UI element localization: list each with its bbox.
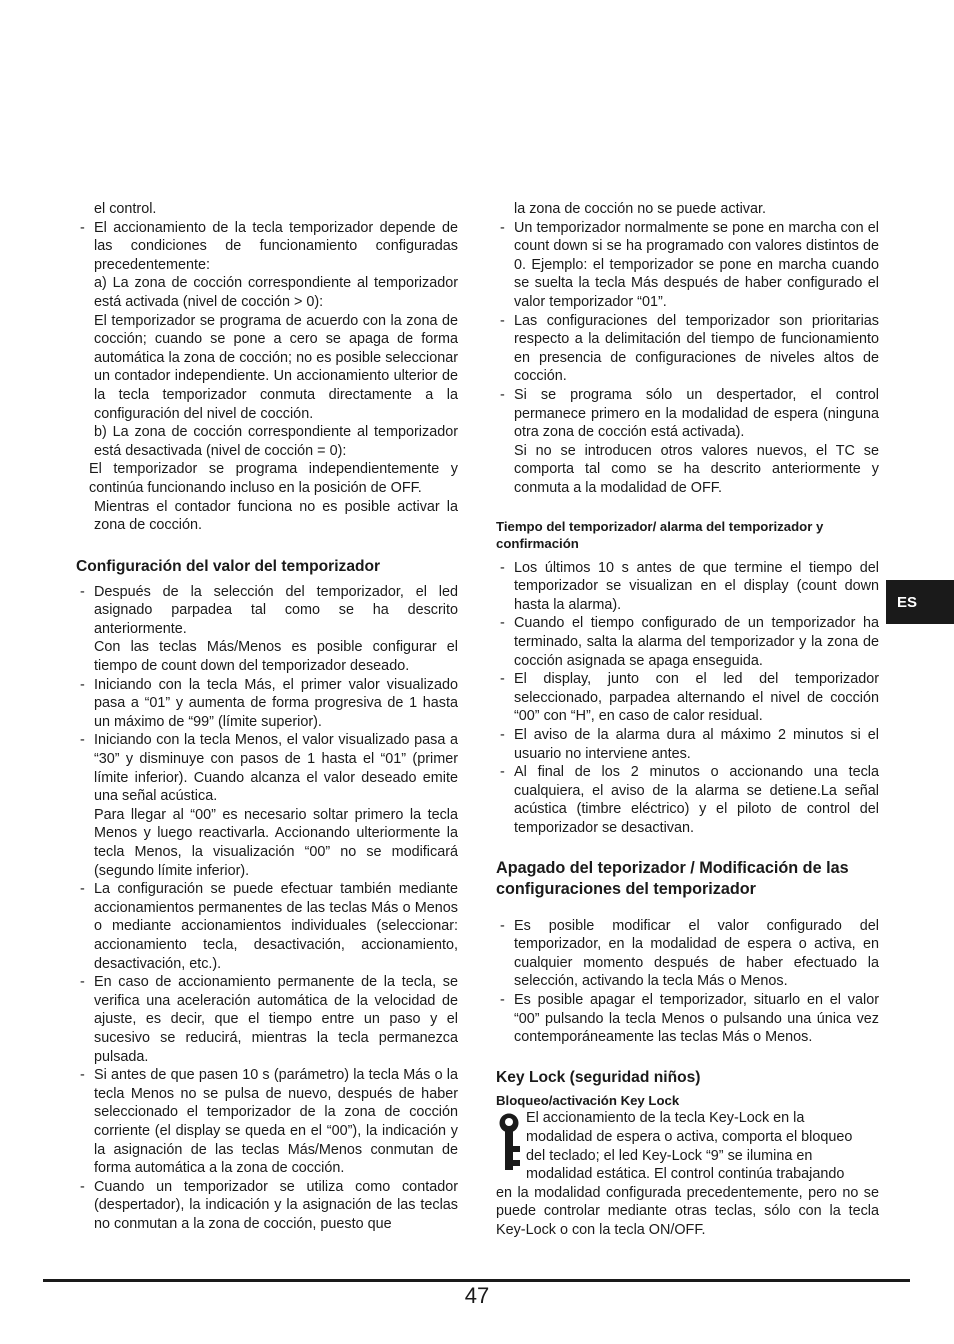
list-item-text: Si no se introducen otros valores nuevos, el TC se comporta tal como se ha descrito anteriormente y conmuta a la modalidad de OFF. bbox=[514, 442, 879, 496]
bullet-dash: - bbox=[500, 219, 505, 236]
list-item-text: Un temporizador normalmente se pone en marcha con el count down si se ha programado con valores distintos de 0. Ejemplo: el temporizador se pone en marcha cuando se suelta la tecla Más después de haber configurado el valor temporizador “01”. bbox=[514, 219, 879, 310]
list-item bbox=[496, 991, 879, 1047]
list-item-text: Iniciando con la tecla Más, el primer valor visualizado pasa a “01” y aumenta de forma progresiva de 1 hasta un máximo de “99” (límite superior). bbox=[94, 676, 458, 730]
bullet-dash: - bbox=[500, 991, 505, 1008]
list-item-text: Cuando el tiempo configurado de un temporizador ha terminado, salta la alarma del temporizador y la zona de cocción asignada se apaga enseguida. bbox=[514, 615, 879, 669]
list-item-text: Al final de los 2 minutos o accionando una tecla cualquiera, el aviso de la alarma se detiene.La señal acústica (timbre eléctrico) y el piloto de control del temporizador se desactivan. bbox=[514, 764, 879, 836]
bullet-dash: - bbox=[80, 219, 85, 236]
list-item bbox=[76, 676, 458, 732]
bullet-dash: - bbox=[500, 312, 505, 329]
list-item-text: Los últimos 10 s antes de que termine el tiempo del temporizador se visualizan en el display (count down hasta la alarma). bbox=[514, 559, 879, 613]
list-item bbox=[76, 731, 458, 880]
list-item-text: Es posible apagar el temporizador, situarlo en el valor “00” pulsando la tecla Menos o pulsando una única vez contemporáneamente las teclas Más o Menos. bbox=[514, 991, 879, 1046]
list-item-text: El display, junto con el led del temporizador seleccionado, parpadea alternando el nivel de cocción “00” con “H”, en caso de calor residual. bbox=[514, 671, 879, 725]
list-item bbox=[496, 386, 879, 498]
left-intro-continuation: el control. bbox=[94, 201, 157, 217]
list-item bbox=[496, 219, 879, 312]
list-item bbox=[496, 614, 879, 670]
page-number: 47 bbox=[464, 1283, 490, 1308]
keylock-line-1: El accionamiento de la tecla Key-Lock en la bbox=[526, 1110, 805, 1127]
list-item-text: Después de la selección del temporizador, el led asignado parpadea tal como se ha descrito anteriormente. bbox=[94, 583, 458, 637]
list-item bbox=[496, 670, 879, 726]
bullet-dash: - bbox=[80, 1178, 85, 1195]
list-item-text: Las configuraciones del temporizador son prioritarias respecto a la delimitación del tiempo de funcionamiento en presencia de configuraciones de niveles altos de cocción. bbox=[514, 312, 879, 385]
right-column bbox=[496, 200, 879, 1240]
list-item bbox=[496, 763, 879, 837]
left-case-block bbox=[76, 274, 458, 534]
key-icon bbox=[496, 1112, 522, 1174]
list-item bbox=[76, 1178, 458, 1234]
bullet-dash: - bbox=[80, 881, 85, 898]
bullet-dash: - bbox=[500, 386, 505, 403]
keylock-line-3: del teclado; el led Key-Lock “9” se ilumina en bbox=[526, 1147, 813, 1164]
heading-alarma: Tiempo del temporizador/ alarma del temporizador y confirmación bbox=[496, 518, 824, 552]
list-item-text: El accionamiento de la tecla temporizador depende de las condiciones de funcionamiento configuradas precedentemente: bbox=[94, 219, 458, 273]
list-item bbox=[496, 312, 879, 386]
bullet-dash: - bbox=[80, 1067, 85, 1084]
list-item bbox=[496, 559, 879, 615]
list-item bbox=[76, 973, 458, 1066]
case-b-text: b) La zona de cocción correspondiente al temporizador está desactivada (nivel de cocción = 0): bbox=[94, 424, 458, 459]
language-tab: ES bbox=[886, 580, 954, 624]
case-b-description: El temporizador se programa independientemente y continúa funcionando incluso en la posición de OFF. bbox=[89, 461, 458, 496]
list-item-text: Cuando un temporizador se utiliza como contador (despertador), la indicación y la asignación de las teclas no conmutan a la zona de cocción, puesto que bbox=[94, 1178, 458, 1232]
heading-apagado: Apagado del teporizador / Modificación de las configuraciones del temporizador bbox=[496, 858, 849, 898]
left-list-1 bbox=[76, 219, 458, 275]
bullet-dash: - bbox=[500, 615, 505, 632]
bullet-dash: - bbox=[80, 583, 85, 600]
alarm-list bbox=[496, 559, 879, 838]
subheading-keylock: Bloqueo/activación Key Lock bbox=[496, 1092, 680, 1108]
keylock-text bbox=[496, 1109, 879, 1239]
list-item bbox=[496, 917, 879, 991]
case-a-text: a) La zona de cocción correspondiente al temporizador está activada (nivel de cocción > 0): bbox=[94, 275, 458, 310]
left-column bbox=[76, 200, 458, 1233]
bullet-dash: - bbox=[500, 764, 505, 781]
list-item-text: Si antes de que pasen 10 s (parámetro) la tecla Más o la tecla Menos no se pulsa de nuevo, después de haber seleccionado el temporizador de la zona de cocción corriente (el display se queda en el “00”), la indicación y la asignación de las teclas Más/Menos conmutan de forma automática a la zona de cocción. bbox=[94, 1067, 458, 1177]
bullet-dash: - bbox=[80, 676, 85, 693]
case-a-description: El temporizador se programa de acuerdo con la zona de cocción; cuando se pone a cero se apaga de forma automática la zona de cocción; no es posible seleccionar un contador independiente. Un accionamiento ulterior de la tecla temporizador conmuta directamente a la configuración del nivel de cocción. bbox=[94, 312, 458, 422]
heading-configuracion: Configuración del valor del temporizador bbox=[76, 557, 381, 575]
bullet-dash: - bbox=[500, 917, 505, 934]
bullet-dash: - bbox=[500, 559, 505, 576]
list-item bbox=[76, 583, 458, 676]
bullet-dash: - bbox=[80, 974, 85, 991]
list-item-text: Con las teclas Más/Menos es posible configurar el tiempo de count down del temporizador deseado. bbox=[94, 639, 458, 675]
keylock-line-4: modalidad estática. El control continúa trabajando bbox=[526, 1166, 845, 1183]
list-item bbox=[76, 219, 458, 275]
list-item-text: Para llegar al “00” es necesario soltar primero la tecla Menos y luego reactivarla. Accionando ulteriormente la tecla Menos, la visualización “00” no se modificará (segundo límite inferior). bbox=[94, 806, 458, 879]
list-item bbox=[76, 1066, 458, 1178]
list-item-text: Es posible modificar el valor configurado del temporizador, en la modalidad de espera o activa, en cualquier momento después de haber efectuado la selección, activando la tecla Más o Menos. bbox=[514, 917, 879, 990]
list-item-text: Iniciando con la tecla Menos, el valor visualizado pasa a “30” y disminuye con pasos de 1 hasta el “01” (primer límite inferior). Cuando alcanza el valor deseado emite una señal acústica. bbox=[94, 732, 458, 805]
keylock-rest: en la modalidad configurada precedentemente, pero no se puede controlar mediante otras teclas, sólo con la tecla Key-Lock o con la tecla ON/OFF. bbox=[496, 1184, 879, 1238]
heading-keylock: Key Lock (seguridad niños) bbox=[496, 1068, 701, 1086]
bullet-dash: - bbox=[80, 732, 85, 749]
keylock-line-2: modalidad de espera o activa, comporta el bloqueo bbox=[526, 1128, 853, 1145]
right-list-1 bbox=[496, 219, 879, 498]
left-list-2 bbox=[76, 583, 458, 1234]
keylock-block bbox=[496, 1109, 879, 1239]
list-item bbox=[76, 880, 458, 973]
list-item-text: En caso de accionamiento permanente de la tecla, se verifica una aceleración automática de la velocidad de ajuste, es decir, que el tiempo entre un paso y el sucesivo se reducirá, mientras la tecla permanezca pulsada. bbox=[94, 974, 458, 1065]
off-list bbox=[496, 917, 879, 1047]
case-b-note: Mientras el contador funciona no es posible activar la zona de cocción. bbox=[94, 498, 458, 534]
list-item-text: Si se programa sólo un despertador, el control permanece primero en la modalidad de espera (ninguna otra zona de cocción está activada). bbox=[514, 386, 879, 441]
right-intro-continuation: la zona de cocción no se puede activar. bbox=[514, 201, 767, 217]
bullet-dash: - bbox=[500, 727, 505, 744]
list-item-text: El aviso de la alarma dura al máximo 2 minutos si el usuario no interviene antes. bbox=[514, 727, 879, 762]
list-item-text: La configuración se puede efectuar también mediante accionamientos permanentes de las teclas Más o Menos o mediante accionamientos individuales (seleccionar: accionamiento tecla, desactivación, accionamiento, desactivación, etc.). bbox=[94, 881, 458, 972]
bullet-dash: - bbox=[500, 671, 505, 688]
list-item bbox=[496, 726, 879, 763]
